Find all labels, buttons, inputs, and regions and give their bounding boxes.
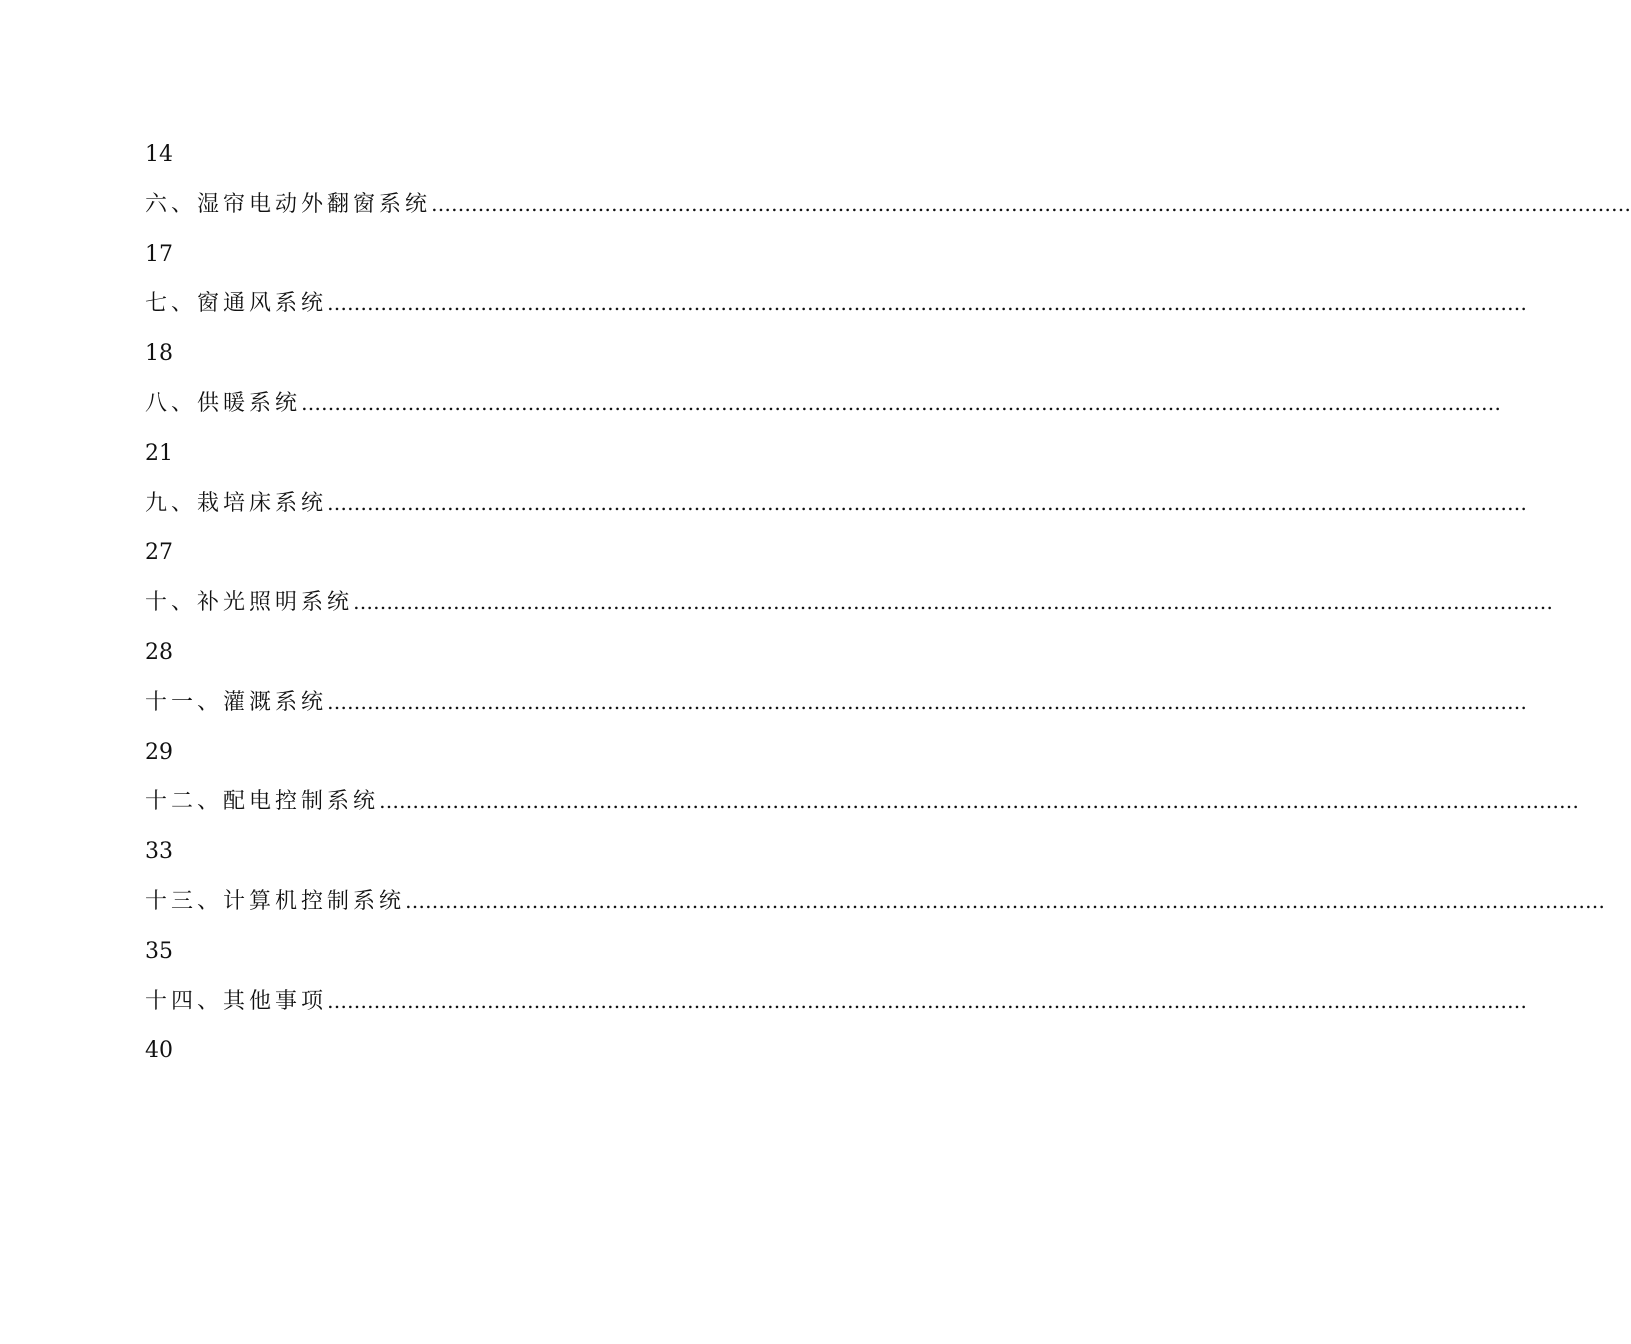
toc-entry-title: 六、湿帘电动外翻窗系统 [145, 191, 432, 217]
toc-entry-title: 十、补光照明系统 [145, 590, 354, 616]
toc-entry [145, 777, 1580, 827]
toc-dot-leader: ……………………………………………………………………………………………………………………………………………………………… [327, 988, 1528, 1013]
toc-entry-title: 十一、灌溉系统 [145, 689, 328, 715]
toc-entry [145, 279, 1528, 329]
toc-dot-leader: ……………………………………………………………………………………………………………………………………………………………… [327, 291, 1528, 316]
table-of-contents [145, 130, 1631, 1076]
toc-entry [145, 180, 1631, 230]
toc-dot-leader: ……………………………………………………………………………………………………………………………………………………………… [431, 191, 1631, 216]
toc-dot-leader: ……………………………………………………………………………………………………………………………………………………………… [405, 888, 1606, 913]
toc-entry-title: 八、供暖系统 [145, 390, 302, 416]
toc-entry-title: 九、栽培床系统 [145, 490, 328, 516]
toc-page-number: 28 [145, 639, 173, 665]
toc-entry [145, 379, 1502, 429]
toc-page-number: 14 [145, 142, 173, 167]
toc-page-number: 33 [145, 839, 173, 865]
toc-entry-title: 十三、计算机控制系统 [145, 888, 406, 914]
toc-dot-leader: ……………………………………………………………………………………………………………………………………………………………… [379, 789, 1580, 814]
toc-dot-leader: ……………………………………………………………………………………………………………………………………………………………… [301, 390, 1502, 415]
toc-entry [145, 578, 1554, 628]
toc-page-number: 18 [145, 341, 173, 367]
toc-entry [145, 479, 1528, 529]
toc-entry [145, 678, 1528, 728]
toc-entry-title: 十二、配电控制系统 [145, 789, 380, 815]
toc-page-number: 29 [145, 739, 173, 765]
toc-entry [145, 977, 1528, 1027]
toc-entry [145, 877, 1606, 927]
toc-page-number: 35 [145, 938, 173, 964]
toc-dot-leader: ……………………………………………………………………………………………………………………………………………………………… [353, 590, 1554, 615]
toc-entry-title: 七、窗通风系统 [145, 291, 328, 317]
toc-dot-leader: ……………………………………………………………………………………………………………………………………………………………… [327, 689, 1528, 714]
toc-page-number: 17 [145, 241, 173, 267]
toc-entry-title: 十四、其他事项 [145, 988, 328, 1014]
toc-page-number: 27 [145, 540, 173, 566]
toc-page-number: 40 [145, 1038, 173, 1064]
toc-page-number: 21 [145, 440, 173, 466]
toc-dot-leader: ……………………………………………………………………………………………………………………………………………………………… [327, 490, 1528, 515]
